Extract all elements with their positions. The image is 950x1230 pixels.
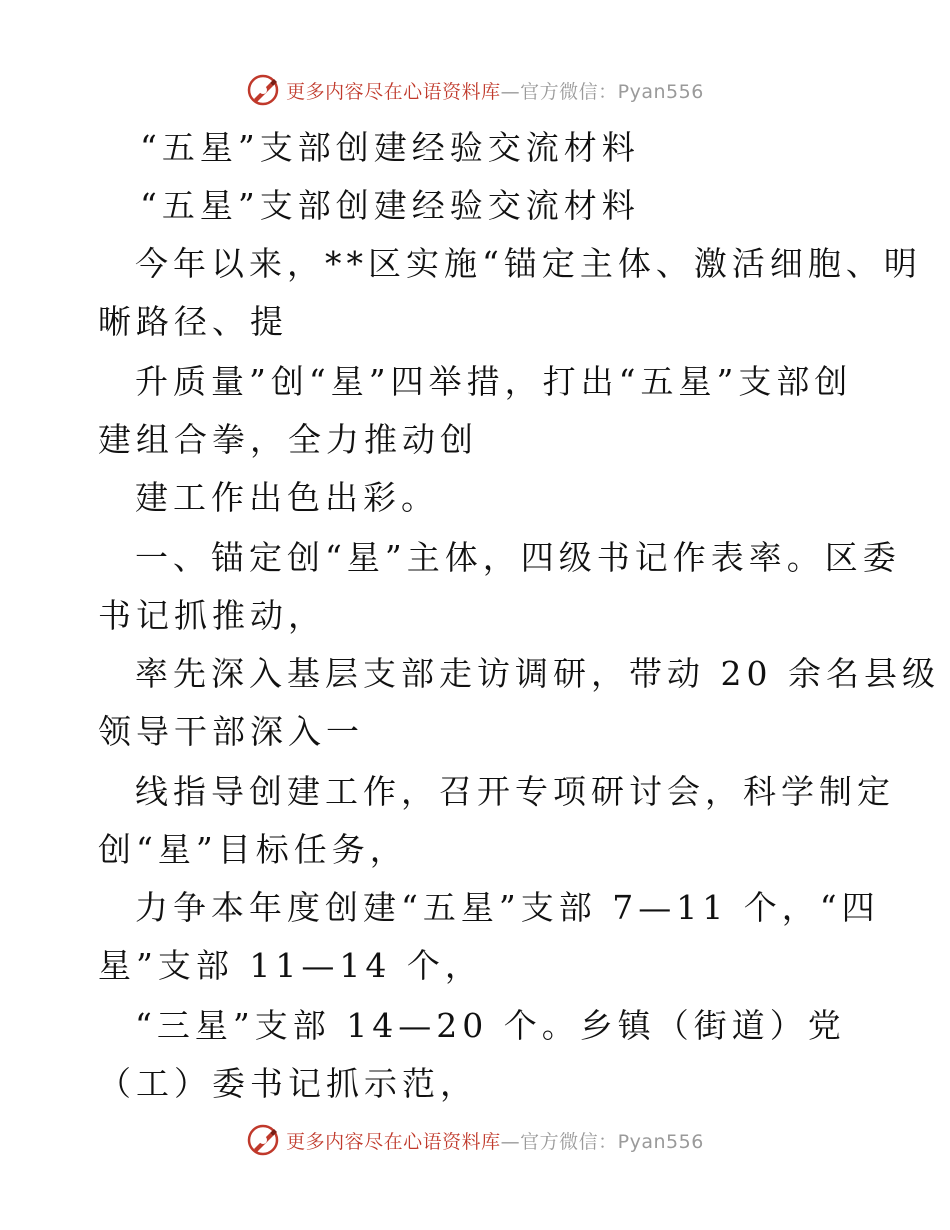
pen-logo-icon: [246, 73, 280, 107]
paragraph-line: 升质量”创“星”四举措，打出“五星”支部创: [135, 362, 853, 401]
paragraph-line: 创“星”目标任务，: [98, 830, 408, 869]
pen-logo-icon: [246, 1123, 280, 1157]
paragraph-line: （工）委书记抓示范，: [98, 1064, 478, 1103]
watermark-wechat: 官方微信：Pyan556: [520, 1130, 704, 1153]
header-watermark: [0, 70, 950, 110]
watermark-separator: —: [500, 80, 521, 103]
paragraph-line: 建工作出色出彩。: [135, 478, 439, 517]
watermark-separator: —: [500, 1130, 521, 1153]
watermark-brand: 更多内容尽在心语资料库: [286, 80, 501, 103]
paragraph-line: 建组合拳，全力推动创: [98, 420, 478, 459]
watermark-brand: 更多内容尽在心语资料库: [286, 1130, 501, 1153]
watermark-text: [286, 77, 704, 104]
paragraph-line: 领导干部深入一: [98, 712, 364, 751]
paragraph-line: 率先深入基层支部走访调研，带动 20 余名县级: [135, 654, 940, 693]
watermark-group: [246, 1123, 704, 1157]
paragraph-line: 线指导创建工作，召开专项研讨会，科学制定: [135, 772, 895, 811]
watermark-text: [286, 1127, 704, 1154]
doc-subtitle: “五星”支部创建经验交流材料: [140, 186, 640, 225]
paragraph-line: 晰路径、提: [98, 302, 288, 341]
watermark-group: [246, 73, 704, 107]
footer-watermark: [0, 1120, 950, 1160]
paragraph-line: 书记抓推动，: [98, 596, 326, 635]
paragraph-line: 力争本年度创建“五星”支部 7—11 个，“四: [135, 888, 880, 927]
doc-title: “五星”支部创建经验交流材料: [140, 128, 640, 167]
paragraph-line: 今年以来，**区实施“锚定主体、激活细胞、明: [135, 244, 922, 283]
watermark-wechat: 官方微信：Pyan556: [520, 80, 704, 103]
paragraph-line: “三星”支部 14—20 个。乡镇（街道）党: [135, 1006, 846, 1045]
paragraph-line: 星”支部 11—14 个，: [98, 946, 483, 985]
section-heading-line: 一、锚定创“星”主体，四级书记作表率。区委: [135, 538, 901, 577]
